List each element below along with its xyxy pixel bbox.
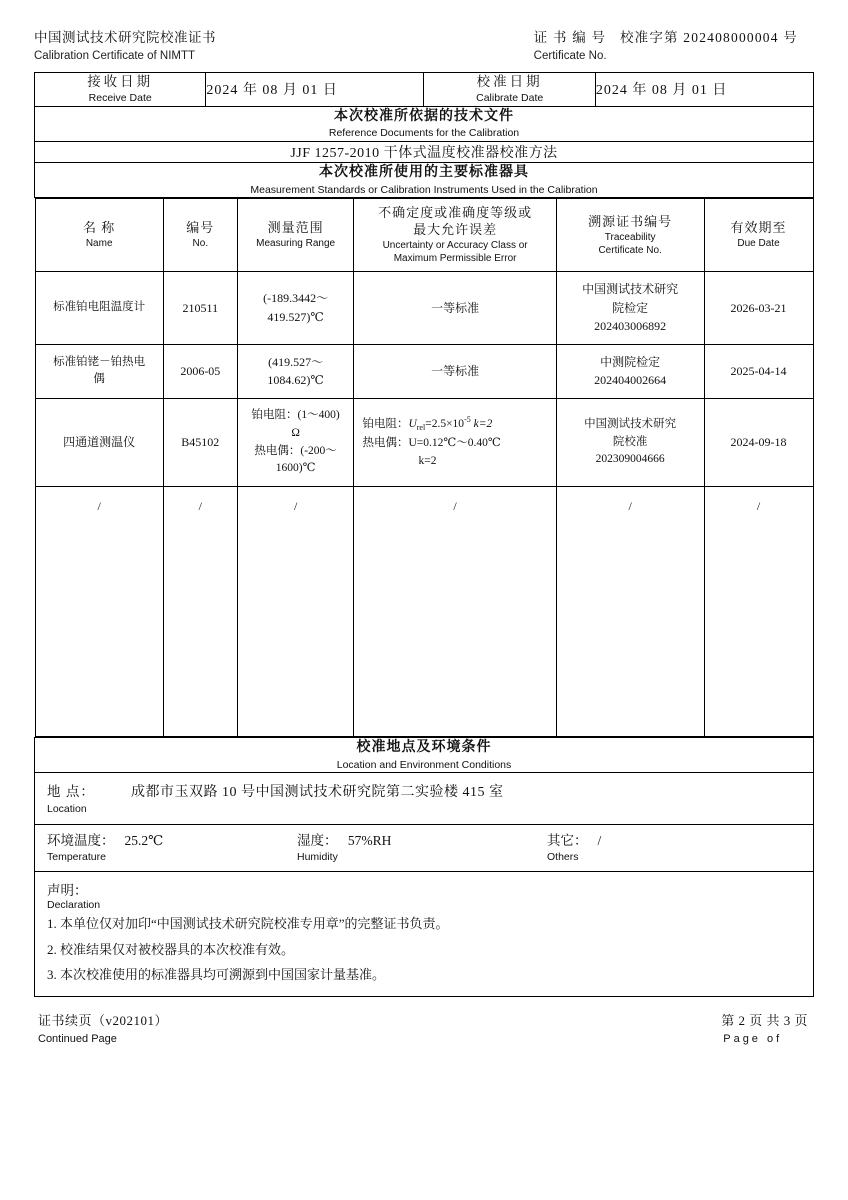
- row4-traceability: /: [556, 487, 704, 737]
- temperature-value: 25.2℃: [124, 832, 164, 848]
- location-label: [47, 783, 125, 815]
- row1-range-l2: 419.527)℃: [267, 309, 324, 324]
- row3-no: B45102: [163, 398, 237, 486]
- row2-range: [237, 344, 354, 398]
- row2-no: 2006-05: [163, 344, 237, 398]
- col-header-no: [163, 199, 237, 272]
- row2-range-l1: (419.527～: [268, 354, 324, 369]
- row2-uncertainty: 一等标准: [354, 344, 556, 398]
- certificate-number-block: [534, 28, 798, 64]
- declaration-item-1: 1. 本单位仅对加印“中国测试技术研究院校准专用章”的完整证书负责。: [47, 916, 449, 932]
- calibrate-date-label: [424, 73, 595, 106]
- footer-continued-en: Continued Page: [38, 1032, 117, 1045]
- row3-name: 四通道测温仪: [35, 398, 163, 486]
- temperature-group: [47, 832, 297, 864]
- declaration-row: [35, 872, 814, 997]
- table-row: [35, 344, 813, 398]
- institute-title-cn: 中国测试技术研究院校准证书: [34, 30, 216, 45]
- col-header-name: [35, 199, 163, 272]
- certificate-number-label-en: Certificate No.: [533, 49, 607, 62]
- row3-unc-l1-label: 铂电阻：: [362, 418, 409, 431]
- standards-banner: [35, 162, 814, 197]
- location-label-cn: 地 点：: [47, 784, 95, 800]
- row3-trace-l1: 中国测试技术研究: [584, 417, 677, 430]
- col-header-traceability: [556, 199, 704, 272]
- others-label-cn: 其它：: [547, 832, 588, 848]
- row3-range-l4: 1600)℃: [275, 462, 316, 475]
- location-row: [35, 773, 814, 824]
- table-row: [35, 271, 813, 344]
- declaration-title: [47, 879, 801, 911]
- institute-title: [34, 28, 216, 64]
- col-header-traceability-en-2: Certificate No.: [598, 244, 662, 256]
- declaration-block: [35, 872, 813, 996]
- table-row: [35, 398, 813, 486]
- standards-banner-cn: 本次校准所使用的主要标准器具: [319, 164, 529, 180]
- certificate-number-label-cn: 证 书 编 号: [533, 30, 607, 45]
- col-header-range-cn: 测量范围: [267, 220, 324, 236]
- certificate-table: [34, 72, 814, 997]
- row3-range: [237, 398, 354, 486]
- row3-unc-symbol-rel: rel: [416, 423, 426, 433]
- declaration-cell: [35, 872, 814, 997]
- col-header-no-en: No.: [192, 238, 209, 250]
- row3-unc-l1-k: k=2: [470, 418, 493, 431]
- reference-banner-en: Reference Documents for the Calibration: [328, 127, 520, 140]
- col-header-range: [237, 199, 354, 272]
- standards-banner-row: [35, 162, 814, 197]
- row3-trace-l2: 院校准: [612, 435, 648, 448]
- row3-uncertainty: [354, 398, 556, 486]
- row4-no: /: [163, 487, 237, 737]
- receive-date-label-cn: 接收日期: [87, 74, 154, 90]
- col-header-uncertainty-cn-2: 最大允许误差: [413, 222, 498, 238]
- row4-uncertainty: /: [354, 487, 556, 737]
- row3-trace-l3: 202309004666: [595, 453, 665, 466]
- location-cell: [35, 773, 814, 824]
- receive-date-value: 2024 年 08 月 01 日: [206, 73, 424, 106]
- row1-uncertainty: 一等标准: [354, 271, 556, 344]
- col-header-uncertainty: [354, 199, 556, 272]
- col-header-uncertainty-cn-1: 不确定度或准确度等级或: [378, 205, 533, 221]
- row3-unc-l2: 热电偶：U=0.12℃～0.40℃: [362, 437, 501, 449]
- row2-traceability: [556, 344, 704, 398]
- row1-trace-l3: 202403006892: [594, 319, 667, 334]
- row3-traceability: [556, 398, 704, 486]
- declaration-item-3: 3. 本次校准使用的标准器具均可溯源到中国国家计量基准。: [47, 966, 386, 982]
- standards-banner-en: Measurement Standards or Calibration Instruments Used in the Calibration: [250, 183, 598, 196]
- row3-unc-l3: k=2: [418, 454, 437, 467]
- reference-document-row: [35, 141, 814, 162]
- certificate-number-line: [534, 28, 798, 48]
- location-banner-row: [35, 738, 814, 773]
- page-number-en: Page of: [723, 1032, 783, 1045]
- row3-unc-l1: [362, 414, 552, 435]
- location-banner: [35, 738, 814, 773]
- row2-name-l1: 标准铂铑－铂热电: [53, 355, 146, 368]
- row1-trace-l1: 中国测试技术研究: [582, 281, 679, 296]
- col-header-name-en: Name: [85, 238, 113, 250]
- reference-document: JJF 1257-2010 干体式温度校准器校准方法: [35, 141, 814, 162]
- receive-date-label: [35, 73, 206, 106]
- temperature-label-en: Temperature: [47, 851, 106, 864]
- row4-due-date: /: [704, 487, 813, 737]
- receive-date-label-en: Receive Date: [88, 92, 152, 105]
- humidity-label-cn: 湿度：: [297, 832, 338, 848]
- row3-range-l3: 热电偶：(-200～: [254, 444, 337, 457]
- row2-name: [35, 344, 163, 398]
- row2-due-date: 2025-04-14: [704, 344, 813, 398]
- location-label-en: Location: [47, 802, 87, 815]
- dates-row: [35, 73, 814, 106]
- location-line: [35, 773, 813, 823]
- standards-table-row: [35, 198, 814, 738]
- environment-row: [35, 824, 814, 871]
- humidity-label: [297, 832, 338, 864]
- col-header-traceability-en-1: Traceability: [604, 231, 656, 243]
- footer-left: [38, 1011, 168, 1047]
- col-header-due-date-en: Due Date: [737, 238, 780, 250]
- others-label: [547, 832, 588, 864]
- row3-unc-symbol-u: U: [408, 418, 417, 431]
- others-group: [547, 832, 601, 864]
- page-header: [34, 28, 814, 64]
- col-header-traceability-cn: 溯源证书编号: [588, 213, 673, 229]
- declaration-title-en: Declaration: [47, 899, 101, 912]
- location-banner-en: Location and Environment Conditions: [336, 758, 512, 771]
- humidity-label-en: Humidity: [297, 851, 338, 864]
- row1-range: [237, 271, 354, 344]
- location-banner-cn: 校准地点及环境条件: [356, 740, 492, 756]
- reference-banner: [35, 106, 814, 141]
- page-number-cn: 第 2 页 共 3 页: [721, 1013, 808, 1029]
- environment-line: [35, 825, 813, 871]
- row2-trace-l1: 中测院检定: [600, 354, 661, 369]
- row1-trace-l2: 院检定: [612, 300, 649, 315]
- humidity-group: [297, 832, 547, 864]
- footer-right: [721, 1011, 808, 1047]
- row4-range: /: [237, 487, 354, 737]
- standards-header-row: [35, 199, 813, 272]
- declaration-title-cn: 声明：: [47, 883, 88, 899]
- reference-banner-row: [35, 106, 814, 141]
- temperature-label: [47, 832, 115, 864]
- calibrate-date-value: 2024 年 08 月 01 日: [595, 73, 813, 106]
- col-header-uncertainty-en-2: Maximum Permissible Error: [393, 252, 517, 264]
- others-value: /: [597, 832, 602, 848]
- col-header-no-cn: 编号: [186, 220, 215, 236]
- table-row: [35, 487, 813, 737]
- standards-table-cell: [35, 198, 814, 738]
- humidity-value: 57%RH: [347, 832, 392, 848]
- calibrate-date-label-en: Calibrate Date: [476, 92, 544, 105]
- row3-unc-exponent: -5: [464, 415, 471, 425]
- row2-trace-l2: 202404002664: [594, 373, 667, 388]
- row1-name: 标准铂电阻温度计: [35, 271, 163, 344]
- footer-continued-cn: 证书续页（v202101）: [38, 1013, 169, 1029]
- location-value: 成都市玉双路 10 号中国测试技术研究院第二实验楼 415 室: [131, 785, 504, 801]
- col-header-range-en: Measuring Range: [256, 238, 336, 250]
- row2-name-l2: 偶: [93, 373, 105, 386]
- row1-due-date: 2026-03-21: [704, 271, 813, 344]
- standards-table: [35, 198, 814, 737]
- reference-banner-cn: 本次校准所依据的技术文件: [334, 108, 514, 124]
- col-header-name-cn: 名 称: [83, 220, 116, 236]
- calibrate-date-label-cn: 校准日期: [476, 74, 543, 90]
- row1-no: 210511: [163, 271, 237, 344]
- row3-range-l1: 铂电阻：(1～400): [251, 408, 340, 421]
- declaration-item-2: 2. 校准结果仅对被校器具的本次校准有效。: [47, 941, 295, 957]
- others-label-en: Others: [547, 851, 579, 864]
- col-header-due-date-cn: 有效期至: [730, 220, 787, 236]
- row3-due-date: 2024-09-18: [704, 398, 813, 486]
- row3-range-l2: Ω: [291, 426, 300, 439]
- row2-range-l2: 1084.62)℃: [267, 373, 324, 388]
- temperature-label-cn: 环境温度：: [47, 832, 115, 848]
- certificate-number-value: 校准字第 202408000004 号: [619, 30, 798, 45]
- row4-name: /: [35, 487, 163, 737]
- page-footer: [34, 1011, 814, 1047]
- col-header-due-date: [704, 199, 813, 272]
- row3-unc-l1-mid: =2.5×10: [425, 418, 465, 431]
- environment-cell: [35, 824, 814, 871]
- row1-range-l1: (-189.3442～: [263, 291, 329, 306]
- institute-title-en: Calibration Certificate of NIMTT: [34, 49, 196, 62]
- col-header-uncertainty-en-1: Uncertainty or Accuracy Class or: [382, 239, 528, 251]
- row1-traceability: [556, 271, 704, 344]
